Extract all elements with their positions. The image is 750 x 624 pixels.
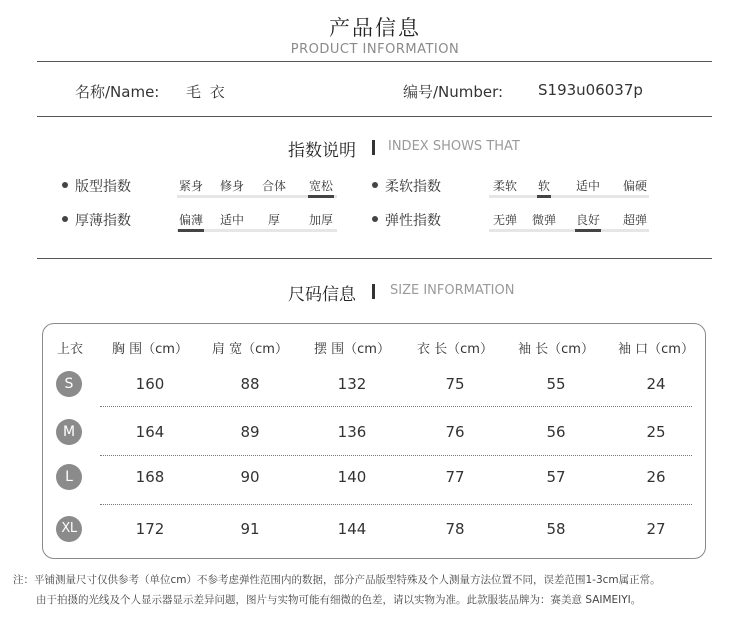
table-cell: 24 [646,375,666,393]
bullet-icon [372,216,378,222]
table-cell: 144 [337,520,367,538]
table-cell: 91 [240,520,260,538]
index-selected-marker [308,195,334,198]
row-divider [100,406,692,407]
section-bar [372,284,375,299]
row-divider [100,455,692,456]
table-cell: 77 [445,468,465,486]
index-label [372,176,441,196]
table-cell: 89 [240,423,260,441]
table-cell: 26 [646,468,666,486]
number-label: 编号/Number: [403,83,504,101]
index-option: 适中 [219,213,244,227]
index-option: 修身 [219,179,244,193]
index-scale-track [489,195,649,198]
name-value: 毛 衣 [186,83,227,101]
table-cell: 168 [135,468,165,486]
note-line-2: 由于拍摄的光线及个人显示器显示差异问题，图片与实物可能有细微的色差，请以实物为准。此款服装品牌为：赛美意 SAIMEIYI。 [36,594,642,606]
table-header-cell: 上衣 [56,342,83,357]
index-option: 偏硬 [622,179,647,193]
index-label-text: 版型指数 [75,179,131,195]
index-option: 无弹 [492,213,517,227]
table-header-cell: 衣 长（cm） [417,342,493,357]
divider [37,116,712,117]
index-label-text: 柔软指数 [385,179,441,195]
index-option: 加厚 [308,213,333,227]
index-label [62,176,131,196]
divider [37,258,712,259]
table-cell: 140 [337,468,367,486]
note-line-1: 注：平铺测量尺寸仅供参考（单位cm）不参考虑弹性范围内的数据，部分产品版型特殊及个人测量方法位置不同，误差范围1-3cm属正常。 [13,574,661,586]
table-cell: 78 [445,520,465,538]
page-subtitle: PRODUCT INFORMATION [290,42,460,57]
name-label: 名称/Name: [75,83,160,101]
index-label [372,210,441,230]
table-header-cell: 肩 宽（cm） [212,342,288,357]
index-option: 超弹 [622,213,647,227]
table-cell: 55 [546,375,566,393]
table-cell: 57 [546,468,566,486]
index-section-title: 指数说明 [288,141,356,161]
table-cell: 75 [445,375,465,393]
divider [37,61,712,62]
size-section-subtitle: SIZE INFORMATION [390,283,515,298]
table-cell: 132 [337,375,367,393]
index-selected-marker [178,229,204,232]
table-cell: 27 [646,520,666,538]
table-cell: 76 [445,423,465,441]
number-value: S193u06037p [538,81,643,99]
bullet-icon [62,182,68,188]
size-badge: S [56,371,82,397]
row-divider [100,504,692,505]
index-label-text: 弹性指数 [385,213,441,229]
table-header-cell: 胸 围（cm） [112,342,188,357]
index-option: 厚 [267,213,280,227]
bullet-icon [62,216,68,222]
index-option: 柔软 [492,179,517,193]
table-cell: 56 [546,423,566,441]
index-option: 宽松 [308,179,333,193]
index-label-text: 厚薄指数 [75,213,131,229]
index-option: 合体 [261,179,286,193]
index-option: 紧身 [178,179,203,193]
index-option: 软 [537,179,550,193]
index-selected-marker [537,195,551,198]
size-section-title: 尺码信息 [288,285,356,305]
size-badge: M [56,419,82,445]
table-cell: 88 [240,375,260,393]
index-option: 适中 [575,179,600,193]
index-label [62,210,131,230]
table-header-cell: 摆 围（cm） [314,342,390,357]
table-header-cell: 袖 口（cm） [618,342,694,357]
index-section-subtitle: INDEX SHOWS THAT [388,139,520,154]
table-cell: 172 [135,520,165,538]
table-cell: 160 [135,375,165,393]
table-cell: 136 [337,423,367,441]
index-scale-track [489,229,649,232]
size-badge: L [56,464,82,490]
table-cell: 58 [546,520,566,538]
table-cell: 25 [646,423,666,441]
page-title: 产品信息 [329,16,421,40]
index-selected-marker [575,229,601,232]
table-header-cell: 袖 长（cm） [518,342,594,357]
index-option: 偏薄 [178,213,203,227]
table-cell: 90 [240,468,260,486]
section-bar [372,140,375,155]
size-badge: XL [56,516,82,542]
index-option: 良好 [575,213,600,227]
bullet-icon [372,182,378,188]
index-option: 微弹 [531,213,556,227]
table-cell: 164 [135,423,165,441]
